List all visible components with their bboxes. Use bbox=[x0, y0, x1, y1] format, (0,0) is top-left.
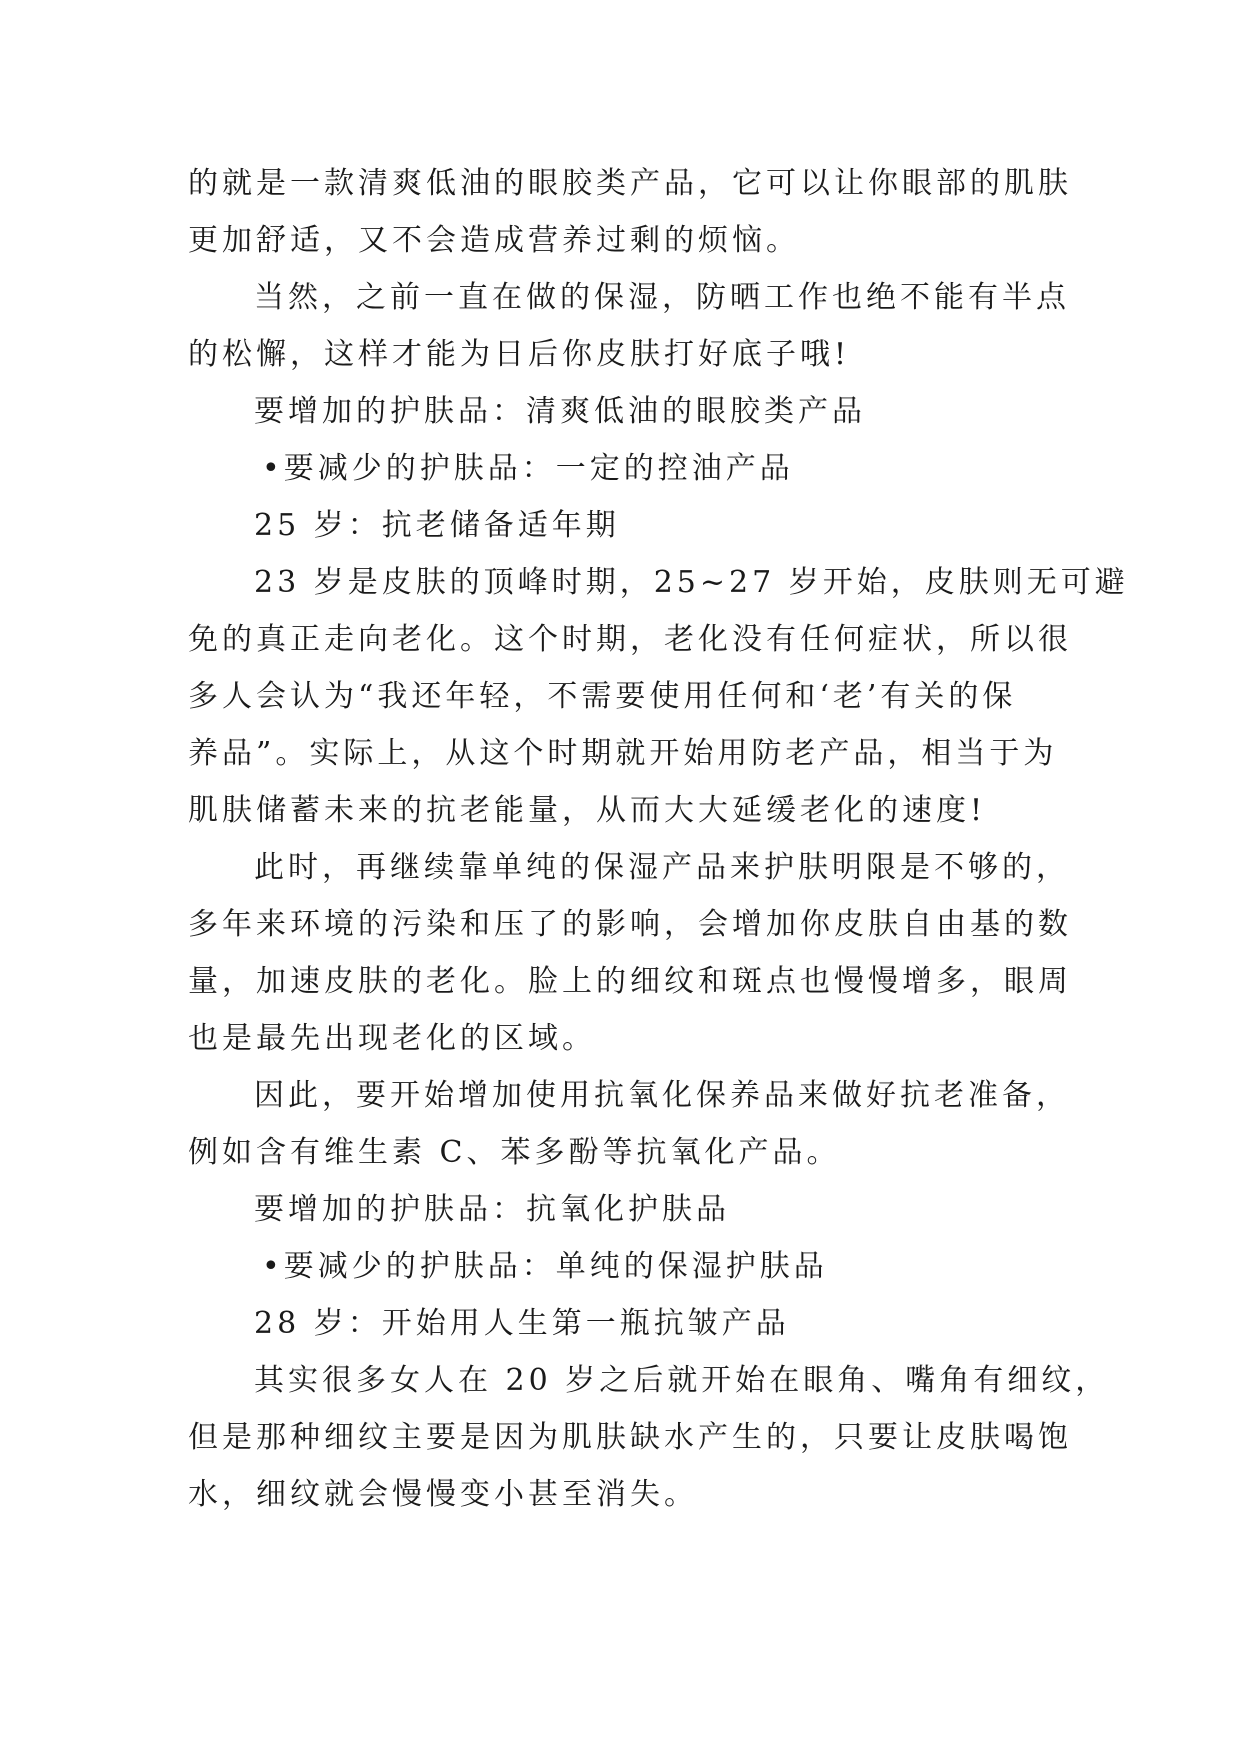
paragraph-start: 23 岁是皮肤的顶峰时期，25~27 岁开始，皮肤则无可避 bbox=[254, 565, 1129, 600]
paragraph-start: 此时，再继续靠单纯的保湿产品来护肤明限是不够的， bbox=[254, 850, 1070, 885]
text-line: 的就是一款清爽低油的眼胶类产品，它可以让你眼部的肌肤 bbox=[188, 166, 1072, 201]
text-line: 更加舒适，又不会造成营养过剩的烦恼。 bbox=[188, 223, 800, 258]
paragraph-start: 因此，要开始增加使用抗氧化保养品来做好抗老准备， bbox=[254, 1078, 1070, 1113]
text-line: 肌肤储蓄未来的抗老能量，从而大大延缓老化的速度! bbox=[188, 793, 987, 828]
add-products-line: 要增加的护肤品：抗氧化护肤品 bbox=[254, 1192, 730, 1227]
text-line: 多年来环境的污染和压了的影响，会增加你皮肤自由基的数 bbox=[188, 907, 1072, 942]
text-line: 也是最先出现老化的区域。 bbox=[188, 1021, 596, 1056]
text-line: 例如含有维生素 C、苯多酚等抗氧化产品。 bbox=[188, 1135, 841, 1170]
add-products-line: 要增加的护肤品：清爽低油的眼胶类产品 bbox=[254, 394, 866, 429]
section-heading-28: 28 岁：开始用人生第一瓶抗皱产品 bbox=[254, 1306, 790, 1341]
paragraph-start: 当然，之前一直在做的保湿，防晒工作也绝不能有半点 bbox=[254, 280, 1070, 315]
text-line: 水，细纹就会慢慢变小甚至消失。 bbox=[188, 1477, 698, 1512]
section-heading-25: 25 岁：抗老储备适年期 bbox=[254, 508, 620, 543]
text-line: 但是那种细纹主要是因为肌肤缺水产生的，只要让皮肤喝饱 bbox=[188, 1420, 1072, 1455]
text-line: 的松懈，这样才能为日后你皮肤打好底子哦! bbox=[188, 337, 851, 372]
reduce-products-bullet: •要减少的护肤品：一定的控油产品 bbox=[262, 451, 794, 486]
text-line: 量，加速皮肤的老化。脸上的细纹和斑点也慢慢增多，眼周 bbox=[188, 964, 1072, 999]
text-line: 养品”。实际上，从这个时期就开始用防老产品，相当于为 bbox=[188, 736, 1058, 771]
paragraph-start: 其实很多女人在 20 岁之后就开始在眼角、嘴角有细纹， bbox=[254, 1363, 1110, 1398]
reduce-products-bullet: •要减少的护肤品：单纯的保湿护肤品 bbox=[262, 1249, 828, 1284]
text-line: 免的真正走向老化。这个时期，老化没有任何症状，所以很 bbox=[188, 622, 1072, 657]
text-line: 多人会认为“我还年轻，不需要使用任何和‘老’有关的保 bbox=[188, 679, 1017, 714]
